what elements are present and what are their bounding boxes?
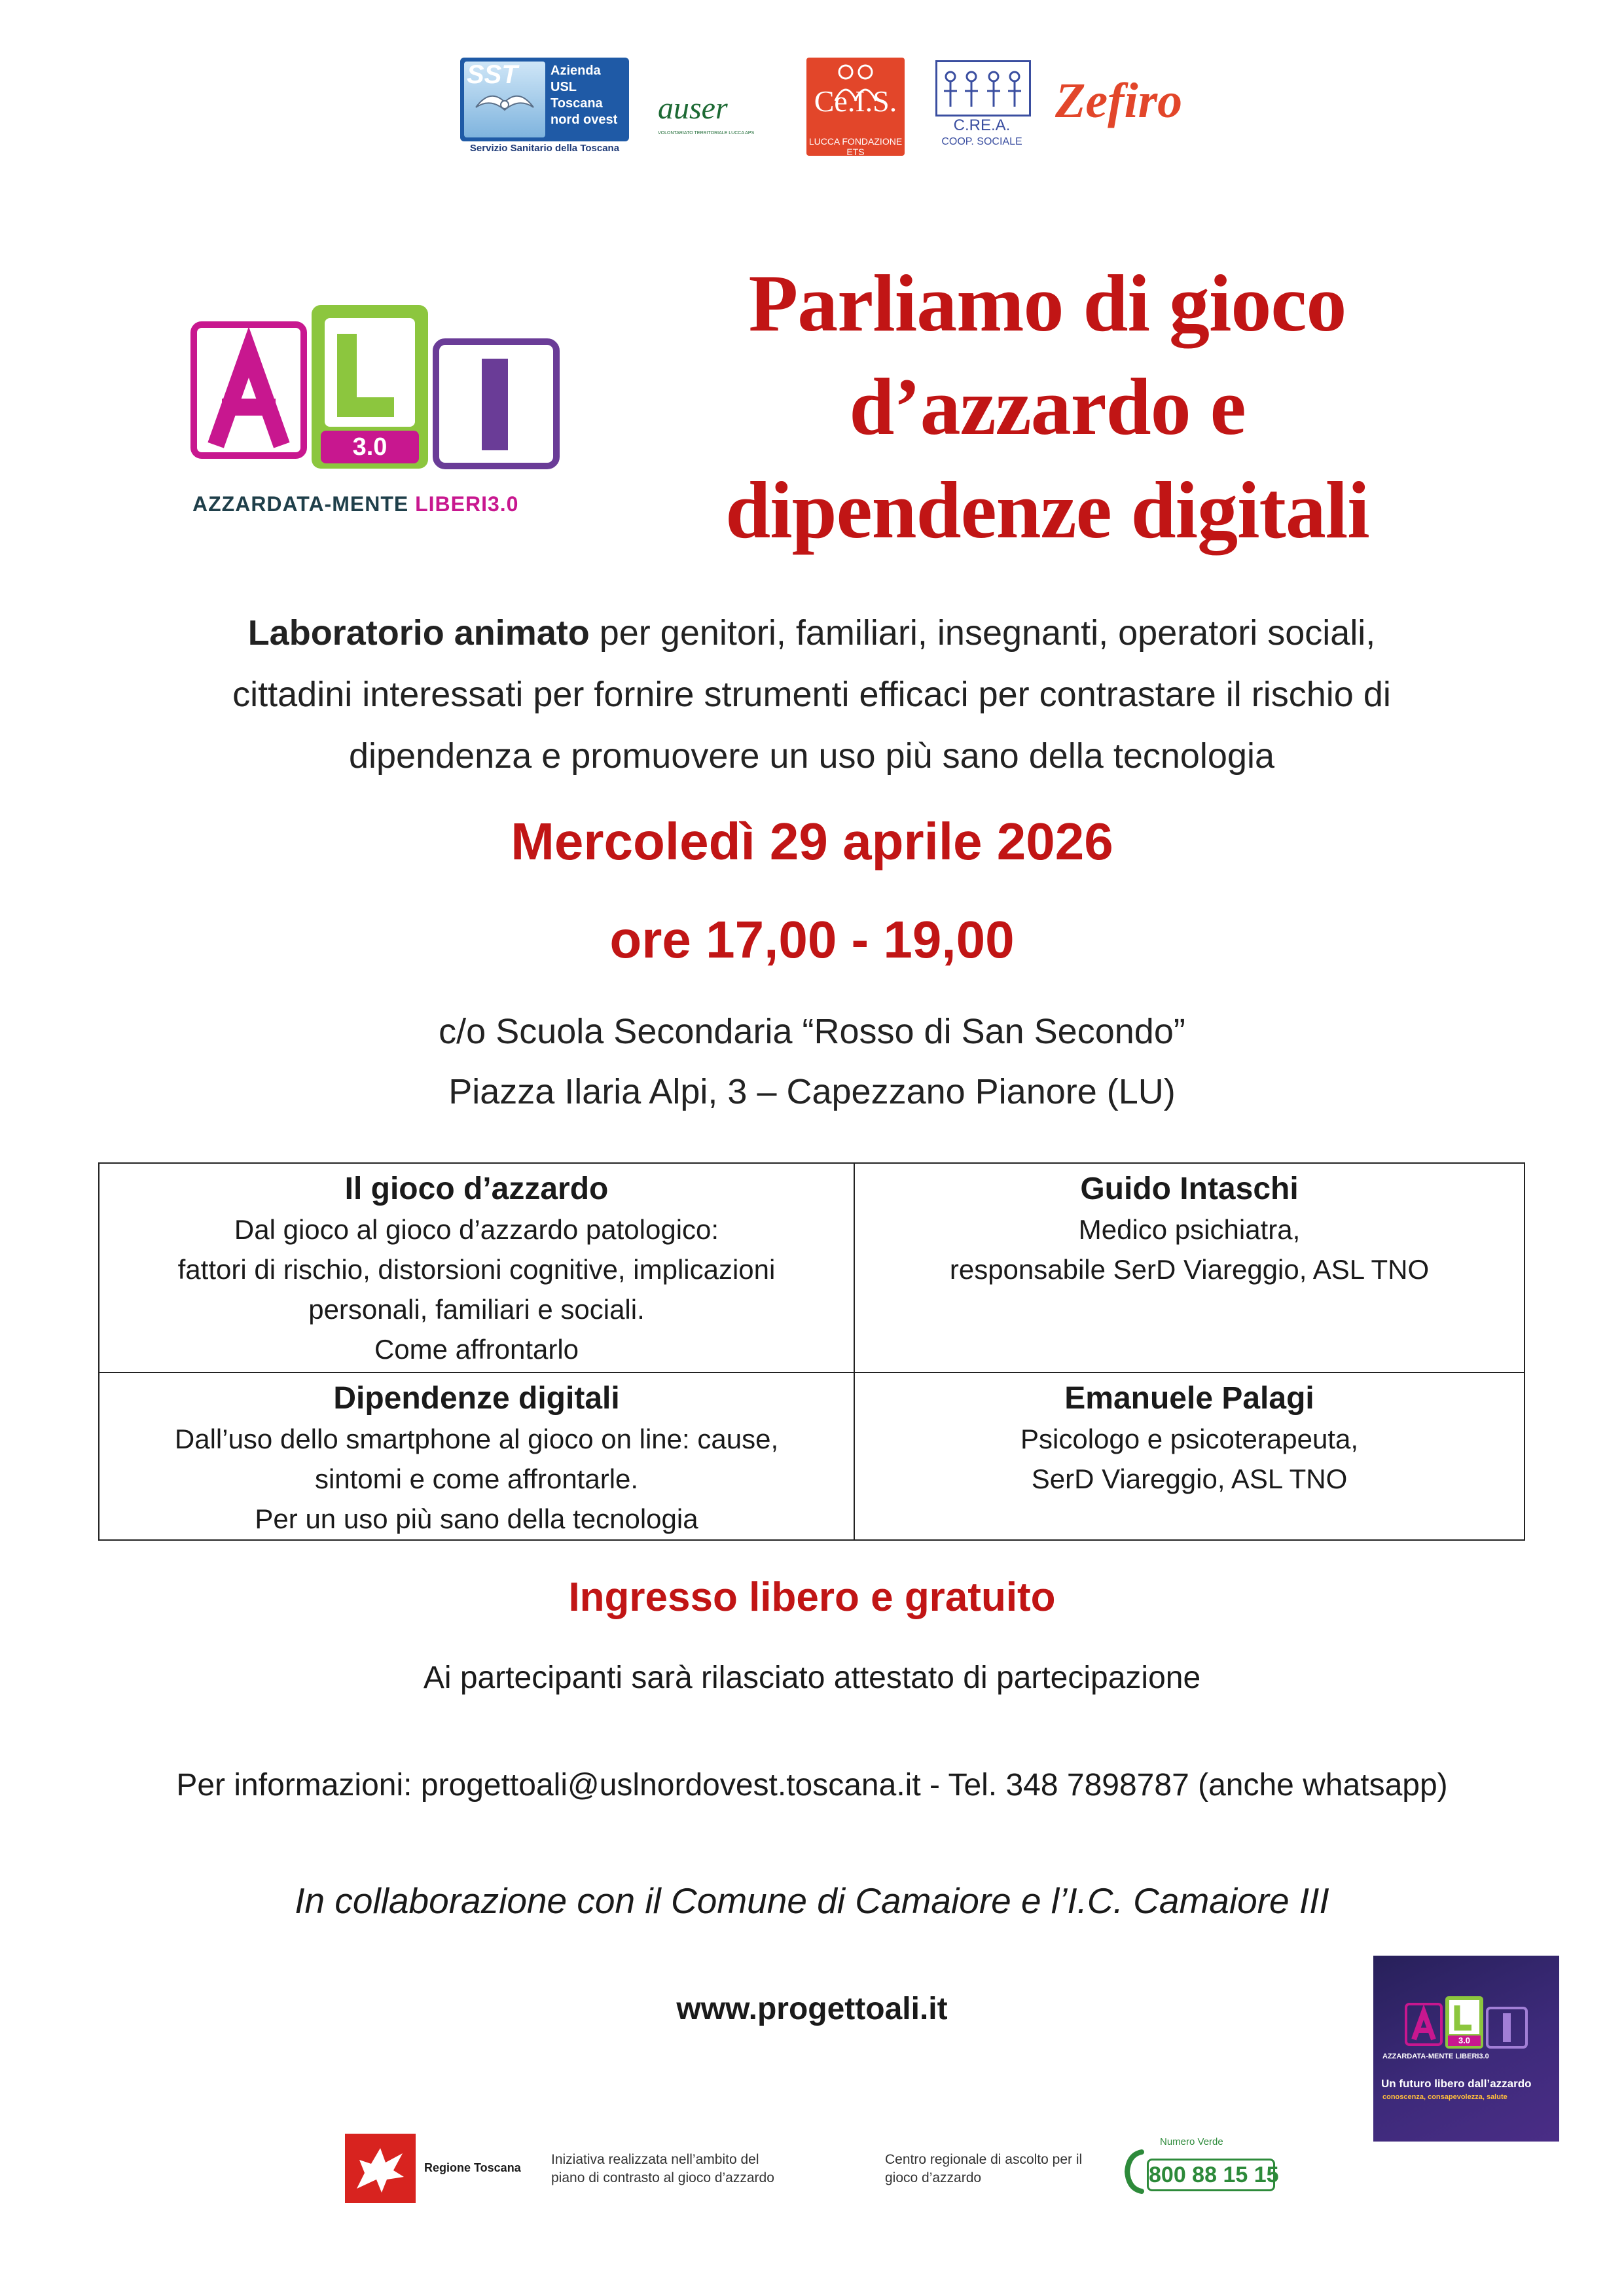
- sst-logo-box: [460, 58, 629, 141]
- free-entry-notice: Ingresso libero e gratuito: [568, 1575, 1056, 1620]
- ali-promo-badge: [1373, 1956, 1559, 2142]
- ceis-name: Ce.I.S.: [814, 84, 897, 118]
- ceis-logo: [806, 58, 905, 156]
- title-line-1: Parliamo di gioco: [748, 259, 1346, 348]
- ali-label-main: AZZARDATA-MENTE: [192, 492, 416, 516]
- centre-line-2: gioco d’azzardo: [885, 2170, 982, 2185]
- talks-table: [98, 1162, 1525, 1541]
- venue-line-2: Piazza Ilaria Alpi, 3 – Capezzano Pianore (LU): [448, 1072, 1176, 1111]
- auser-logo: [658, 72, 768, 144]
- talk-speaker-cell: [855, 1164, 1524, 1372]
- collaboration-note: In collaborazione con il Comune di Camaiore e l’I.C. Camaiore III: [295, 1880, 1329, 1921]
- talk-description-line: fattori di rischio, distorsioni cognitive, implicazioni: [177, 1254, 776, 1285]
- crea-name: C.RE.A.: [953, 117, 1011, 134]
- initiative-line-2: piano di contrasto al gioco d’azzardo: [551, 2170, 774, 2185]
- ceis-footer: LUCCA FONDAZIONE ETS: [808, 136, 903, 157]
- phone-icon: [1122, 2149, 1148, 2194]
- talk-topic-cell: [99, 1164, 855, 1372]
- event-venue: [0, 1001, 1624, 1122]
- table-row: [99, 1164, 1524, 1373]
- talk-description-line: Dall’uso dello smartphone al gioco on line: cause,: [174, 1424, 779, 1454]
- talk-description-line: Come affrontarlo: [374, 1334, 579, 1365]
- initiative-note: [551, 2151, 774, 2187]
- event-time: ore 17,00 - 19,00: [609, 910, 1015, 969]
- sst-usl-logo: [460, 58, 629, 157]
- toll-free-hotline: [1121, 2135, 1279, 2198]
- sst-line-2: USL: [550, 80, 577, 94]
- certificate-notice: Ai partecipanti sarà rilasciato attestato di partecipazione: [423, 1660, 1201, 1695]
- hotline-number: 800 88 15 15: [1147, 2159, 1275, 2191]
- sst-brand: SST: [467, 60, 518, 89]
- event-date: Mercoledì 29 aprile 2026: [511, 812, 1113, 870]
- auser-name: auser: [658, 91, 728, 126]
- ali-version: 3.0: [352, 433, 388, 461]
- promo-version: 3.0: [1458, 2036, 1471, 2045]
- speaker-role-line: Medico psichiatra,: [1078, 1214, 1301, 1245]
- contact-info: Per informazioni: progettoali@uslnordovest.toscana.it - Tel. 348 7898787 (anche whatsapp): [176, 1768, 1448, 1803]
- intro-line-1: [105, 602, 1519, 664]
- sst-line-4: nord ovest: [550, 113, 618, 127]
- sst-line-1: Azienda: [550, 63, 601, 78]
- talk-description-line: sintomi e come affrontarle.: [314, 1463, 639, 1494]
- centre-line-1: Centro regionale di ascolto per il: [885, 2152, 1083, 2167]
- ali-logo-label: [192, 492, 518, 516]
- speaker-role-line: Psicologo e psicoterapeuta,: [1020, 1424, 1358, 1454]
- crea-people-icon: [935, 60, 1031, 117]
- pegasus-icon: [345, 2134, 416, 2203]
- talk-description-line: Dal gioco al gioco d’azzardo patologico:: [234, 1214, 719, 1245]
- promo-label: AZZARDATA-MENTE LIBERI3.0: [1382, 2053, 1489, 2060]
- crea-logo: [933, 60, 1031, 152]
- regione-toscana-label: Regione Toscana: [424, 2161, 521, 2174]
- initiative-line-1: Iniziativa realizzata nell’ambito del: [551, 2152, 759, 2167]
- sst-footer: Servizio Sanitario della Toscana: [469, 143, 620, 154]
- crea-footer: COOP. SOCIALE: [941, 136, 1022, 147]
- ali-label-accent: LIBERI3.0: [415, 492, 519, 516]
- speaker-name: Guido Intaschi: [1080, 1172, 1299, 1206]
- listening-centre-note: [885, 2151, 1082, 2187]
- title-line-3: dipendenze digitali: [725, 465, 1369, 555]
- intro-line-2: cittadini interessati per fornire strumenti efficaci per contrastare il rischio di: [232, 675, 1391, 714]
- hotline-label: Numero Verde: [1160, 2136, 1223, 2147]
- table-row: [99, 1373, 1524, 1539]
- ali-logo: [190, 302, 569, 518]
- talk-topic: Il gioco d’azzardo: [344, 1172, 609, 1206]
- zefiro-logo: Zefiro: [1055, 73, 1183, 128]
- speaker-role-line: SerD Viareggio, ASL TNO: [1031, 1463, 1348, 1494]
- talk-description-line: personali, familiari e sociali.: [308, 1294, 645, 1325]
- intro-paragraph: [105, 602, 1519, 787]
- talk-description-line: Per un uso più sano della tecnologia: [255, 1503, 698, 1534]
- sst-line-3: Toscana: [550, 96, 603, 111]
- promo-tagline: Un futuro libero dall’azzardo: [1381, 2077, 1532, 2090]
- talk-speaker-cell: [855, 1373, 1524, 1539]
- talk-topic-cell: [99, 1373, 855, 1539]
- page-title: [628, 252, 1466, 562]
- intro-line-3: dipendenza e promuovere un uso più sano della tecnologia: [348, 736, 1275, 776]
- promo-subtagline: conoscenza, consapevolezza, salute: [1382, 2093, 1507, 2101]
- speaker-role-line: responsabile SerD Viareggio, ASL TNO: [949, 1254, 1430, 1285]
- intro-bold: Laboratorio animato: [247, 613, 590, 653]
- speaker-name: Emanuele Palagi: [1064, 1381, 1314, 1416]
- talk-topic: Dipendenze digitali: [333, 1381, 620, 1416]
- intro-line-1-rest: per genitori, familiari, insegnanti, operatori sociali,: [589, 613, 1376, 653]
- website-link[interactable]: www.progettoali.it: [676, 1992, 948, 2026]
- venue-line-1: c/o Scuola Secondaria “Rosso di San Secondo”: [439, 1012, 1185, 1051]
- auser-subtitle: VOLONTARIATO TERRITORIALE LUCCA APS: [658, 131, 755, 135]
- title-line-2: d’azzardo e: [849, 362, 1246, 452]
